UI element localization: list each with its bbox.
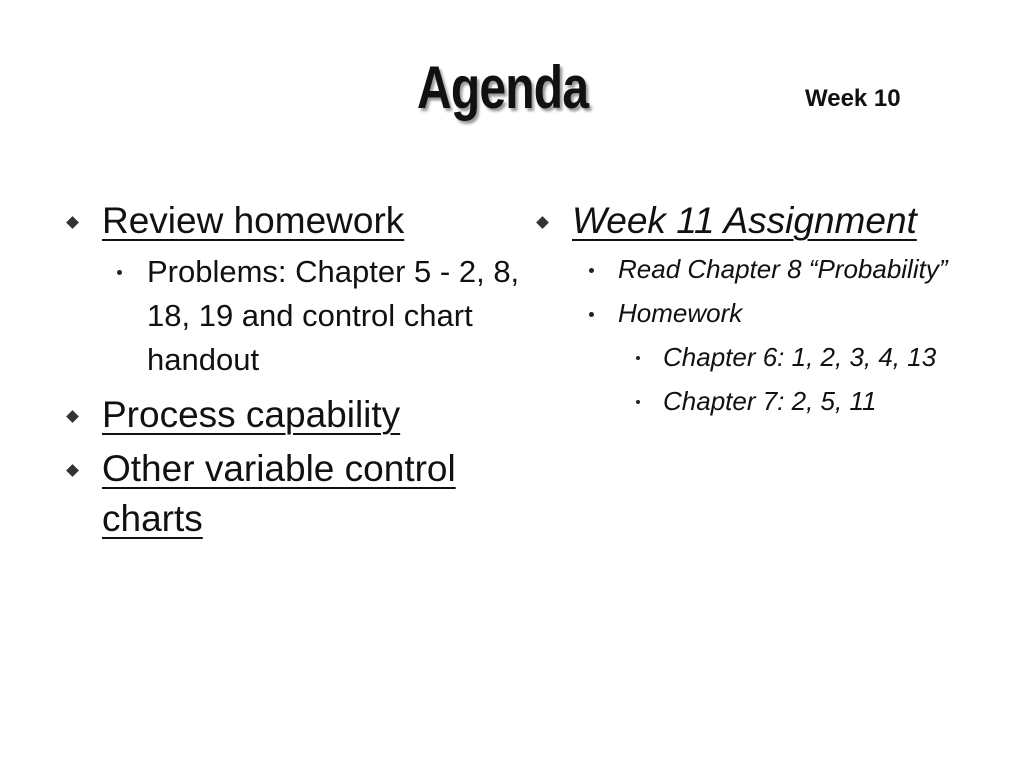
agenda-item-label: Review homework (102, 200, 405, 241)
dot-bullet-icon (636, 400, 640, 404)
diamond-bullet-icon (536, 216, 549, 229)
assignment-subitem-chapter-7 (532, 382, 1012, 420)
right-column (532, 196, 1012, 426)
dot-bullet-icon (589, 268, 594, 273)
assignment-item-label: Homework (618, 298, 743, 328)
dot-bullet-icon (589, 312, 594, 317)
agenda-item-label: Other variable control charts (102, 448, 456, 539)
agenda-item-other-control-charts (62, 444, 532, 544)
assignment-heading (532, 196, 1012, 246)
agenda-subitem-label: Problems: Chapter 5 - 2, 8, 18, 19 and control chart handout (147, 254, 520, 377)
assignment-subitem-label: Chapter 6: 1, 2, 3, 4, 13 (663, 342, 937, 372)
dot-bullet-icon (636, 356, 640, 360)
week-label: Week 10 (805, 85, 901, 112)
slide-title: Agenda (417, 54, 589, 121)
dot-bullet-icon (117, 270, 122, 275)
assignment-item-read-chapter (532, 250, 1012, 288)
left-column (62, 196, 532, 548)
agenda-item-review-homework (62, 196, 532, 246)
diamond-bullet-icon (66, 464, 79, 477)
assignment-item-homework (532, 294, 1012, 332)
diamond-bullet-icon (66, 410, 79, 423)
agenda-item-process-capability (62, 390, 532, 440)
assignment-subitem-chapter-6 (532, 338, 1012, 376)
agenda-item-label: Process capability (102, 394, 401, 435)
agenda-subitem-problems (62, 250, 532, 382)
assignment-heading-label: Week 11 Assignment (572, 200, 917, 241)
diamond-bullet-icon (66, 216, 79, 229)
assignment-item-label: Read Chapter 8 “Probability” (618, 254, 948, 284)
assignment-subitem-label: Chapter 7: 2, 5, 11 (663, 386, 877, 416)
